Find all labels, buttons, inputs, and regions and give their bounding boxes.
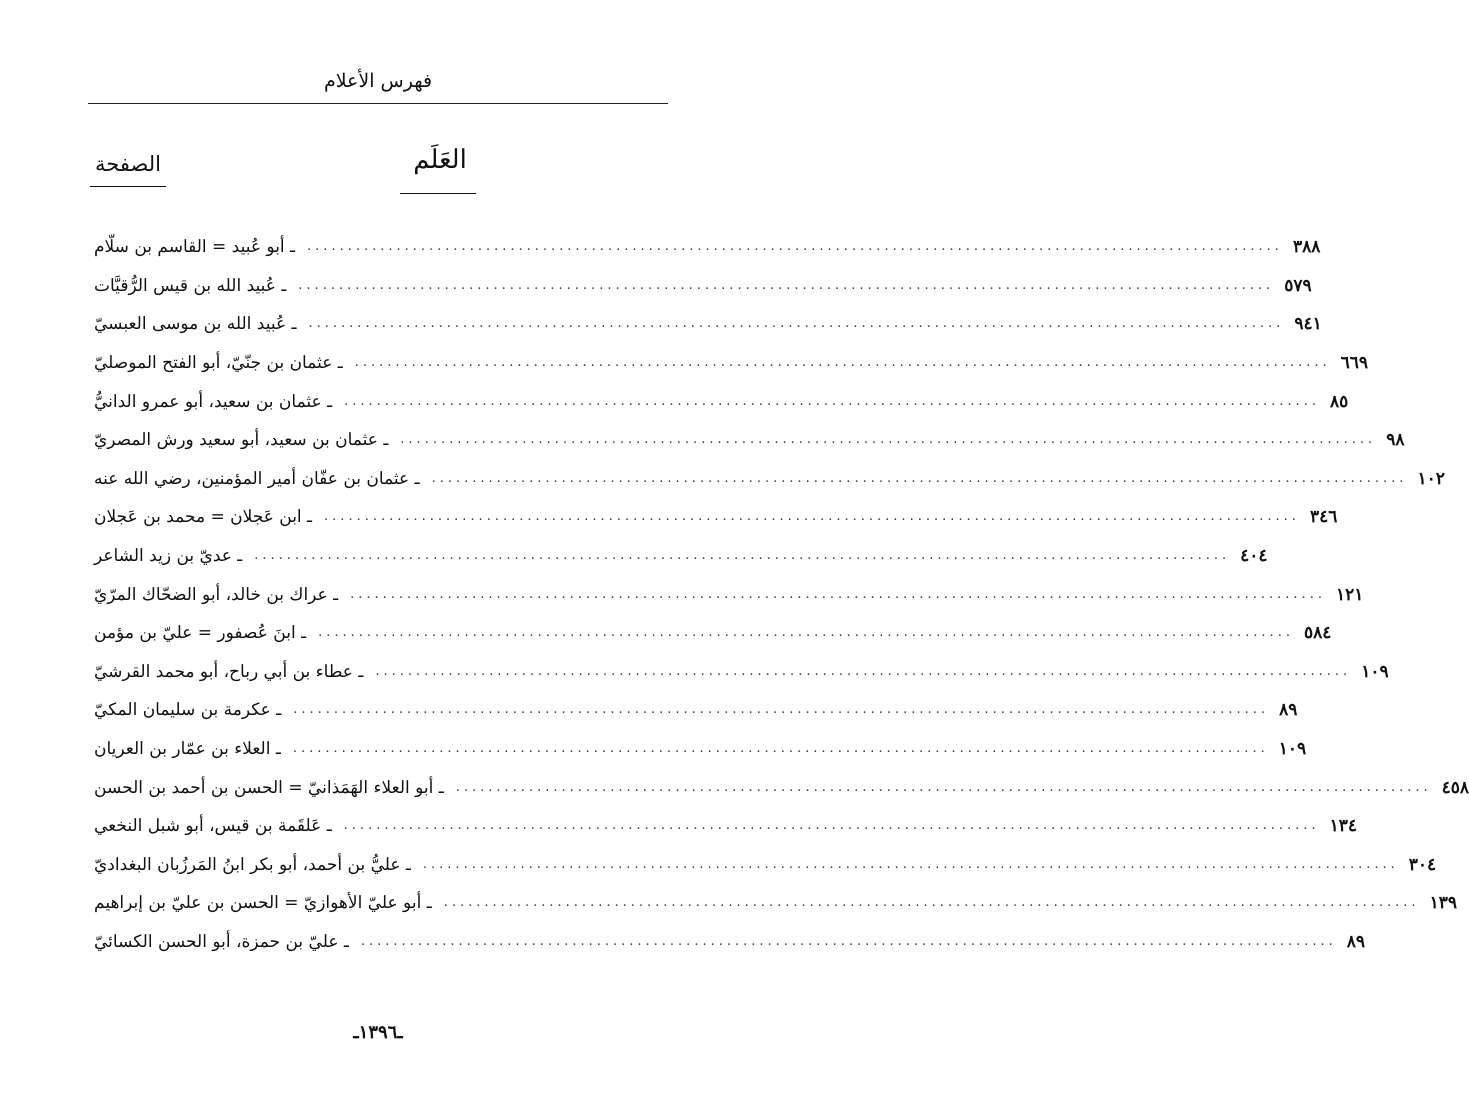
entry-name: ـ أبو عليّ الأهوازيّ = الحسن بن عليّ بن إبراهيم xyxy=(94,893,432,914)
index-entry xyxy=(88,923,1366,962)
entry-page-number: ٤٥٨ xyxy=(1441,777,1469,798)
dot-leader: ........................................................................................................................ xyxy=(307,239,1283,255)
entry-name: ـ عليّ بن حمزة، أبو الحسن الكسائيّ xyxy=(94,931,349,952)
entry-name: ـ عراك بن خالد، أبو الضحّاك المرّيّ xyxy=(94,584,339,605)
entry-name: ـ عثمان بن سعيد، أبو سعيد ورش المصريّ xyxy=(94,430,389,451)
entry-name: ـ عُبيد الله بن قيس الرُّقيَّات xyxy=(94,275,287,296)
index-entry xyxy=(88,807,1357,846)
dot-leader: ........................................................................................................................ xyxy=(324,509,1300,525)
entry-page-number: ٩٤١ xyxy=(1294,314,1322,335)
dot-leader: ........................................................................................................................ xyxy=(254,548,1231,564)
index-entry xyxy=(88,382,1349,421)
index-entry xyxy=(88,421,1405,460)
index-entry xyxy=(88,460,1445,499)
dot-leader: ........................................................................................................................ xyxy=(375,663,1352,679)
entry-page-number: ١٠٩ xyxy=(1361,661,1389,682)
dot-leader: ........................................................................................................................ xyxy=(443,895,1420,911)
dot-leader: ........................................................................................................................ xyxy=(422,856,1399,872)
index-entry xyxy=(88,267,1312,306)
index-entry xyxy=(88,498,1338,537)
entry-name: ـ عثمان بن جنّيّ، أبو الفتح الموصليّ xyxy=(94,353,343,374)
name-column-underline xyxy=(400,193,476,194)
entry-name: ـ عُبيد الله بن موسى العبسيّ xyxy=(94,314,297,335)
dot-leader: ........................................................................................................................ xyxy=(308,316,1285,332)
index-entry xyxy=(88,537,1268,576)
page-number: ـ١٣٩٦ـ xyxy=(353,1022,403,1043)
entry-name: ـ العلاء بن عمّار بن العريان xyxy=(94,739,281,760)
entry-page-number: ٣٤٦ xyxy=(1309,507,1338,528)
entry-name: ـ أبو عُبيد = القاسم بن سلّام xyxy=(94,237,296,258)
entry-page-number: ٤٠٤ xyxy=(1240,546,1268,567)
dot-leader: ........................................................................................................................ xyxy=(350,586,1326,602)
page-column-underline xyxy=(90,186,166,187)
dot-leader: ........................................................................................................................ xyxy=(343,818,1320,834)
name-column-header: العَلَم xyxy=(413,145,467,175)
entry-name: ـ عَلقَمة بن قيس، أبو شبل النخعي xyxy=(94,816,332,837)
index-entry xyxy=(88,614,1332,653)
entry-name: ـ عكرمة بن سليمان المكيّ xyxy=(94,700,282,721)
entry-page-number: ١٠٩ xyxy=(1278,739,1307,760)
dot-leader: ........................................................................................................................ xyxy=(344,393,1320,409)
entry-page-number: ٥٧٩ xyxy=(1284,275,1312,296)
entry-page-number: ٨٩ xyxy=(1279,700,1298,721)
entry-name: ـ عديّ بن زيد الشاعر xyxy=(94,546,243,567)
dot-leader: ........................................................................................................................ xyxy=(318,625,1294,641)
index-entry xyxy=(88,846,1437,885)
entry-name: ـ عليُّ بن أحمد، أبو بكر ابنُ المَرزُبان البغداديّ xyxy=(94,854,411,875)
dot-leader: ........................................................................................................................ xyxy=(360,933,1337,949)
index-entry xyxy=(88,344,1369,383)
index-entry xyxy=(88,653,1389,692)
dot-leader: ........................................................................................................................ xyxy=(298,277,1275,293)
entry-name: ـ ابنَ عُصفور = عليّ بن مؤمن xyxy=(94,623,307,644)
running-head: فهرس الأعلام xyxy=(323,70,433,92)
dot-leader: ........................................................................................................................ xyxy=(431,470,1408,486)
entry-page-number: ٨٥ xyxy=(1329,391,1349,412)
entry-name: ـ عطاء بن أبي رباح، أبو محمد القرشيّ xyxy=(94,661,364,682)
index-entry xyxy=(88,691,1298,730)
header-rule xyxy=(88,103,668,104)
entry-page-number: ٥٨٤ xyxy=(1303,623,1332,644)
dot-leader: ........................................................................................................................ xyxy=(293,702,1270,718)
entry-page-number: ١٢١ xyxy=(1335,584,1364,605)
dot-leader: ........................................................................................................................ xyxy=(455,779,1432,795)
entry-page-number: ٦٦٩ xyxy=(1340,353,1369,374)
entry-page-number: ٨٩ xyxy=(1346,931,1366,952)
entry-name: ـ ابن عَجلان = محمد بن عَجلان xyxy=(94,507,313,528)
entry-name: ـ عثمان بن سعيد، أبو عمرو الدانيُّ xyxy=(94,391,333,412)
entry-name: ـ أبو العلاء الهَمَذانيّ = الحسن بن أحمد بن الحسن xyxy=(94,777,444,798)
entry-page-number: ١٣٩ xyxy=(1429,893,1457,914)
entry-page-number: ١٠٢ xyxy=(1417,468,1445,489)
page-column-header: الصفحة xyxy=(95,152,161,176)
entry-page-number: ٣٨٨ xyxy=(1292,237,1321,258)
index-entry xyxy=(88,228,1321,267)
dot-leader: ........................................................................................................................ xyxy=(400,432,1377,448)
dot-leader: ........................................................................................................................ xyxy=(292,741,1269,757)
index-entry xyxy=(88,575,1364,614)
entry-page-number: ١٣٤ xyxy=(1329,816,1357,837)
dot-leader: ........................................................................................................................ xyxy=(354,355,1331,371)
entry-name: ـ عثمان بن عفّان أمير المؤمنين، رضي الله عنه xyxy=(94,468,420,489)
index-entry xyxy=(88,305,1322,344)
index-entry xyxy=(88,730,1307,769)
index-entry xyxy=(88,768,1469,807)
index-entry xyxy=(88,884,1457,923)
entry-page-number: ٣٠٤ xyxy=(1408,854,1437,875)
entry-page-number: ٩٨ xyxy=(1386,430,1405,451)
index-entries xyxy=(88,228,1469,961)
